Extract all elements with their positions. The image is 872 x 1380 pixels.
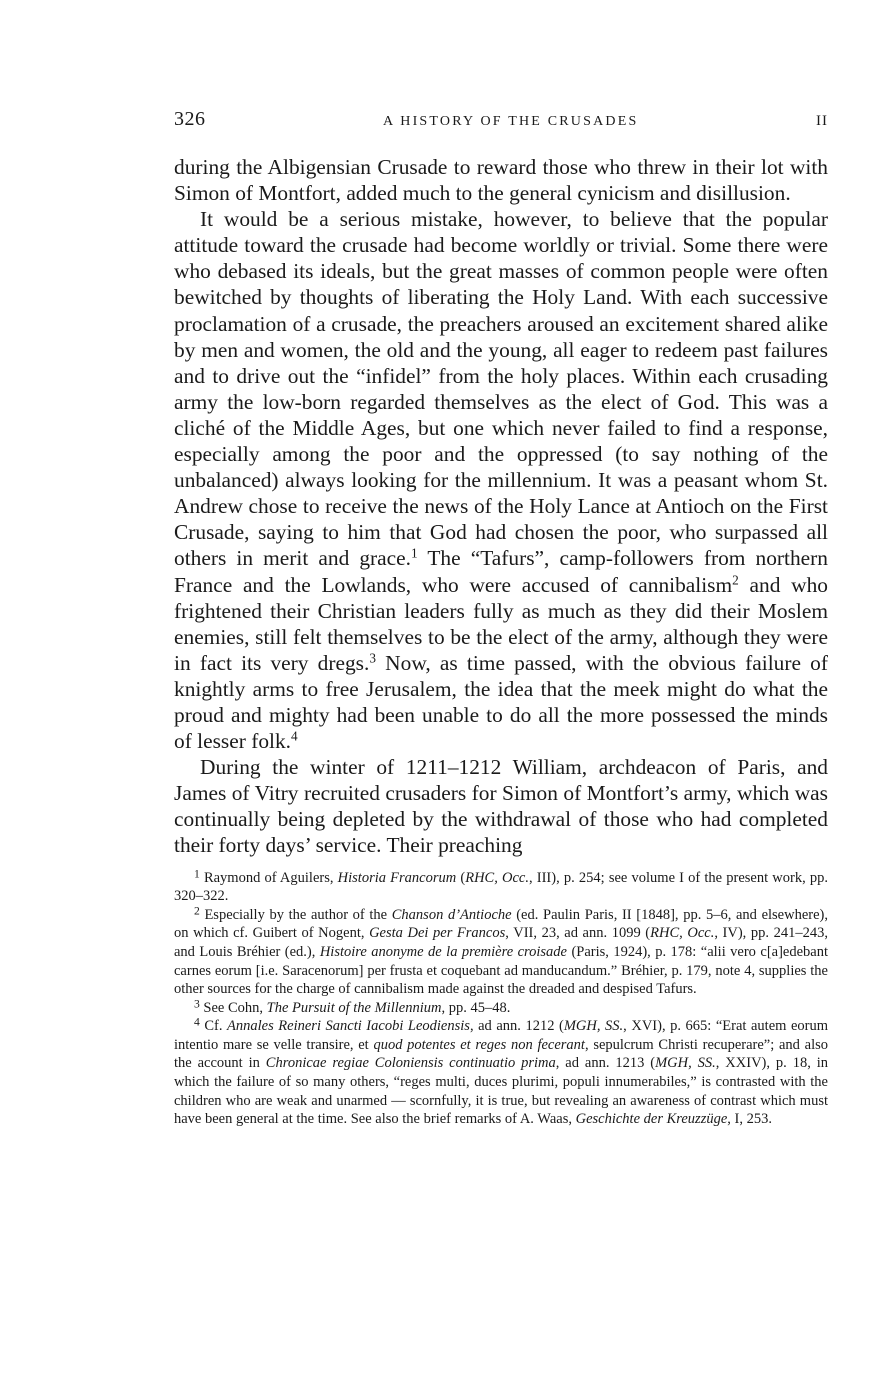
volume-number: II — [815, 113, 828, 129]
footnote-ref-1: 1 — [411, 546, 418, 562]
footnote-text: , VII, 23, ad ann. 1099 ( — [505, 925, 651, 942]
paragraph-2-part-d: Now, as time passed, with the obvious failure of knightly arms to free Jerusalem, the idea that the meek might do what the proud and mighty had been unable to do all the more possessed the minds of lesser folk. — [174, 650, 828, 754]
running-title: A HISTORY OF THE CRUSADES — [383, 114, 639, 129]
footnote-text: , IV), pp. 241–243, and Louis Bréhier (ed.), — [174, 925, 828, 960]
footnotes — [174, 866, 829, 1129]
footnote-4-number: 4 — [194, 1015, 200, 1029]
footnote-italic: MGH, SS. — [655, 1055, 716, 1072]
footnote-text: (ed. Paulin Paris, II [1848], pp. 5–6, and elsewhere), on which cf. Guibert of Nogent, — [174, 906, 828, 942]
footnote-italic: Histoire anonyme de la première croisade — [319, 943, 567, 960]
footnote-text: Especially by the author of the — [199, 906, 392, 923]
footnote-italic: Annales Reineri Sancti Iacobi Leodiensis — [227, 1018, 470, 1035]
footnote-text: ( — [456, 869, 466, 886]
footnote-text: , ad ann. 1213 ( — [555, 1055, 656, 1072]
footnote-ref-4: 4 — [291, 728, 298, 744]
main-text — [174, 154, 828, 859]
footnote-4 — [174, 1017, 828, 1129]
footnote-text: Raymond of Aguilers, — [199, 869, 338, 886]
paragraph-2-part-b: The “Tafurs”, camp-followers from northern France and the Lowlands, who were accused of cannibalism — [174, 546, 828, 597]
footnote-italic: The Pursuit of the Millennium — [266, 999, 442, 1016]
footnote-1 — [174, 866, 828, 906]
footnote-italic: Gesta Dei per Francos — [369, 925, 506, 942]
paragraph-2 — [174, 206, 828, 754]
footnote-text: , ad ann. 1212 ( — [469, 1018, 564, 1035]
footnote-text: , III), p. 254; see volume I of the present work, pp. 320–322. — [174, 869, 828, 905]
footnote-italic: Geschichte der Kreuzzüge — [575, 1111, 728, 1128]
paragraph-2-part-c: and who frightened their Christian leaders fully as much as they did their Moslem enemies, still felt themselves to be the elect of the army, although they were in fact its very dregs. — [174, 572, 828, 675]
footnote-ref-2: 2 — [732, 572, 739, 588]
footnote-text: , sepulcrum Christi recuperare”; and also the account in — [174, 1036, 828, 1072]
paragraph-2-part-a: It would be a serious mistake, however, to believe that the popular attitude toward the crusade had become worldly or trivial. Some there were who debased its ideals, but the great masses of common people were often bewitched by thoughts of liberating the Holy Land. With each successive proclamation of a crusade, the preachers aroused an excitement shared alike by men and women, the old and the young, all eager to redeem past failures and to drive out the “infidel” from the holy places. Within each crusading army the low-born regarded themselves as the elect of God. This was a cliché of the Middle Ages, but one which never failed to find a response, especially among the poor and the oppressed (to say nothing of the unbalanced) always looking for the millennium. It was a peasant whom St. Andrew chose to receive the news of the Holy Lance at Antioch on the First Crusade, saying to him that God had chosen the poor, who surpassed all others in merit and grace. — [174, 207, 828, 571]
footnote-text: See Cohn, — [199, 999, 267, 1016]
footnote-italic: Historia Francorum — [337, 869, 457, 886]
footnote-text: , pp. 45–48. — [441, 999, 511, 1016]
footnote-italic: quod potentes et reges non fecerant — [373, 1036, 585, 1053]
footnote-ref-3: 3 — [369, 650, 376, 666]
page-number: 326 — [174, 108, 206, 130]
footnote-1-number: 1 — [194, 866, 200, 880]
footnote-3-number: 3 — [194, 997, 200, 1011]
book-page — [174, 108, 828, 1129]
running-header — [174, 108, 828, 140]
footnote-text: , XVI), p. 665: “Erat autem eorum intentio mare se velle transire, et — [174, 1018, 829, 1053]
footnote-text: , I, 253. — [727, 1111, 772, 1128]
paragraph-3: During the winter of 1211–1212 William, archdeacon of Paris, and James of Vitry recruited crusaders for Simon of Montfort’s army, which was continually being depleted by the withdrawal of those who had completed their forty days’ service. Their preaching — [174, 755, 828, 858]
footnote-text: (Paris, 1924), p. 178: “alii vero c[a]edebant carnes eorum [i.e. Saracenorum] per frusta et coquebant ad manducandum.” Bréhier, p. 179, note 4, supplies the other sources for the charge of cannibalism made against the dreaded and despised Tafurs. — [174, 943, 828, 998]
footnote-text: Cf. — [199, 1018, 228, 1035]
footnote-italic: RHC, Occ. — [650, 925, 715, 942]
footnote-2 — [174, 906, 828, 999]
footnote-italic: Chanson d’Antioche — [391, 906, 512, 923]
footnote-3 — [174, 999, 828, 1018]
footnote-italic: Chronicae regiae Coloniensis continuatio prima — [265, 1055, 556, 1072]
footnote-italic: RHC, Occ. — [465, 869, 529, 886]
footnote-2-number: 2 — [194, 904, 200, 918]
paragraph-1: during the Albigensian Crusade to reward those who threw in their lot with Simon of Montfort, added much to the general cynicism and disillusion. — [174, 155, 828, 206]
footnote-italic: MGH, SS. — [563, 1018, 624, 1035]
footnote-text: , XXIV), p. 18, in which the failure of so many others, “reges multi, duces plurimi, populi innumerabiles,” is contrasted with the children who are weak and unarmed — scornfully, it is true, but revealing an awareness of contrast which must have been general at the time. See also the brief remarks of A. Waas, — [174, 1055, 828, 1128]
